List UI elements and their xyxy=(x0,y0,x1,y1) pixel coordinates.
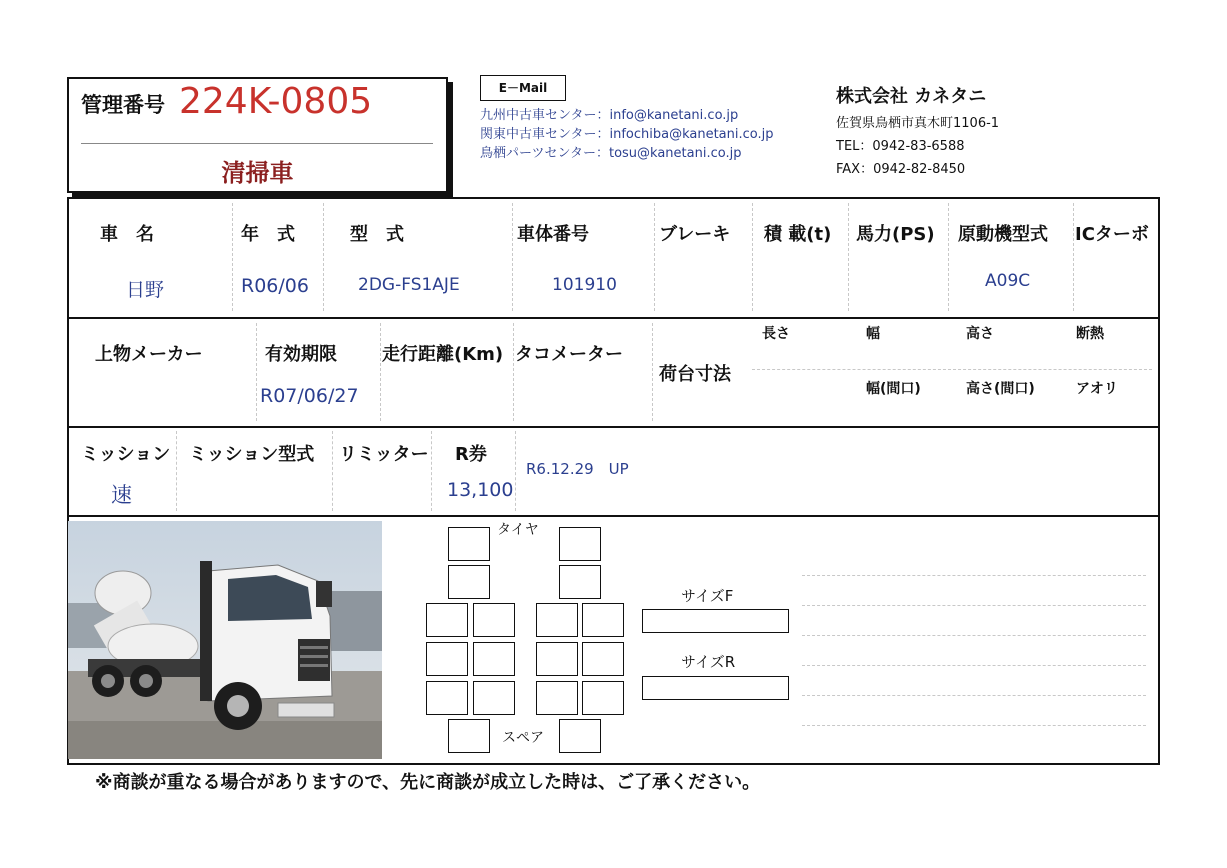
email-center-kyushu: 九州中古車センター： xyxy=(480,108,610,123)
tire-rear-left-inner-3[interactable] xyxy=(473,681,515,715)
col-sep xyxy=(1073,203,1074,311)
value-mission: 速 xyxy=(111,483,132,507)
tire-rear-left-outer-3[interactable] xyxy=(426,681,468,715)
dim-length: 長さ xyxy=(762,326,790,342)
management-box xyxy=(67,77,448,193)
dim-height-opening: 高さ(間口) xyxy=(966,381,1035,397)
size-f-label: サイズF xyxy=(681,587,734,605)
value-model: 2DG-FS1AJE xyxy=(358,275,460,295)
tire-spare-left[interactable] xyxy=(448,719,490,753)
footer-note: ※商談が重なる場合がありますので、先に商談が成立した時は、ご了承ください。 xyxy=(95,772,761,793)
row-divider xyxy=(69,426,1158,428)
col-sep xyxy=(948,203,949,311)
size-r-field[interactable] xyxy=(642,676,789,700)
value-engine-model: A09C xyxy=(985,271,1031,291)
dim-sep xyxy=(752,369,1152,370)
tire-rear-right-inner-3[interactable] xyxy=(536,681,578,715)
header-horsepower: 馬力(PS) xyxy=(856,224,935,245)
management-number-label: 管理番号 xyxy=(81,93,165,117)
col-sep xyxy=(332,431,333,511)
tire-rear-right-outer-2[interactable] xyxy=(582,642,624,676)
email-label: E－Mail xyxy=(480,75,566,101)
dim-height: 高さ xyxy=(966,326,994,342)
value-expiry: R07/06/27 xyxy=(260,385,359,407)
col-sep xyxy=(515,431,516,511)
email-list xyxy=(480,106,774,163)
tire-rear-right-outer-1[interactable] xyxy=(582,603,624,637)
row-divider xyxy=(69,317,1158,319)
size-f-field[interactable] xyxy=(642,609,789,633)
header-engine-model: 原動機型式 xyxy=(958,224,1048,245)
note-line xyxy=(802,575,1146,576)
vehicle-photo-svg xyxy=(68,521,382,759)
tire-rear-left-inner-1[interactable] xyxy=(473,603,515,637)
management-number: 224K-0805 xyxy=(179,81,373,122)
header-model: 型 式 xyxy=(350,224,404,245)
header-mission: ミッション xyxy=(81,444,171,465)
value-chassis-number: 101910 xyxy=(552,275,617,295)
header-brake: ブレーキ xyxy=(659,224,731,245)
tire-rear-right-outer-3[interactable] xyxy=(582,681,624,715)
col-sep xyxy=(513,323,514,421)
email-center-tosu: 鳥栖パーツセンター： xyxy=(480,146,609,161)
tire-rear-left-outer-1[interactable] xyxy=(426,603,468,637)
note-line xyxy=(802,605,1146,606)
tire-rear-left-inner-2[interactable] xyxy=(473,642,515,676)
vehicle-type: 清掃車 xyxy=(221,159,294,187)
header-limiter: リミッター xyxy=(339,444,429,465)
note-line xyxy=(802,665,1146,666)
tire-front-left-2[interactable] xyxy=(448,565,490,599)
dim-insulation: 断熱 xyxy=(1076,326,1104,342)
col-sep xyxy=(323,203,324,311)
col-sep xyxy=(232,203,233,311)
col-sep xyxy=(654,203,655,311)
col-sep xyxy=(380,323,381,421)
header-ic-turbo: ICターボ xyxy=(1075,224,1149,245)
note-line xyxy=(802,695,1146,696)
email-address-kanto[interactable]: infochiba@kanetani.co.jp xyxy=(609,127,774,142)
col-sep xyxy=(752,203,753,311)
col-sep xyxy=(652,323,653,421)
header-mission-type: ミッション型式 xyxy=(189,444,315,465)
tire-front-left[interactable] xyxy=(448,527,490,561)
tire-front-right-2[interactable] xyxy=(559,565,601,599)
col-sep xyxy=(431,431,432,511)
header-load: 積 載(t) xyxy=(764,224,832,245)
spare-label: スペア xyxy=(502,730,544,746)
note-line xyxy=(802,725,1146,726)
value-vehicle-name: 日野 xyxy=(126,279,165,301)
size-r-label: サイズR xyxy=(681,653,736,671)
row-divider xyxy=(69,515,1158,517)
header-expiry: 有効期限 xyxy=(265,344,337,365)
tire-rear-left-outer-2[interactable] xyxy=(426,642,468,676)
company-info xyxy=(836,112,999,181)
dim-width-opening: 幅(間口) xyxy=(866,381,921,397)
id-box-divider xyxy=(81,143,433,144)
col-sep xyxy=(512,203,513,311)
company-fax: FAX：0942-82-8450 xyxy=(836,162,966,177)
tire-front-right[interactable] xyxy=(559,527,601,561)
tire-label: タイヤ xyxy=(497,522,539,538)
header-tachometer: タコメーター xyxy=(515,344,623,365)
email-row xyxy=(480,106,774,125)
note-line xyxy=(802,635,1146,636)
header-r-ticket: R券 xyxy=(455,444,487,465)
header-cargo-dimensions: 荷台寸法 xyxy=(659,364,731,385)
header-body-maker: 上物メーカー xyxy=(95,344,203,365)
company-tel: TEL：0942-83-6588 xyxy=(836,139,965,154)
header-mileage: 走行距離(Km) xyxy=(382,344,504,365)
email-row xyxy=(480,125,774,144)
dim-aori: アオリ xyxy=(1076,381,1118,397)
col-sep xyxy=(848,203,849,311)
col-sep xyxy=(256,323,257,421)
tire-spare-right[interactable] xyxy=(559,719,601,753)
email-address-kyushu[interactable]: info@kanetani.co.jp xyxy=(609,108,739,123)
email-address-tosu[interactable]: tosu@kanetani.co.jp xyxy=(608,146,742,161)
vehicle-photo xyxy=(68,521,382,759)
header-year: 年 式 xyxy=(241,224,295,245)
dim-width: 幅 xyxy=(866,326,880,342)
email-center-kanto: 関東中古車センター： xyxy=(480,127,610,142)
value-r-note: R6.12.29 UP xyxy=(526,460,629,478)
tire-rear-right-inner-1[interactable] xyxy=(536,603,578,637)
email-row xyxy=(480,144,774,163)
header-vehicle-name: 車 名 xyxy=(100,224,154,245)
company-address: 佐賀県鳥栖市真木町1106-1 xyxy=(836,116,1000,131)
value-r-ticket: 13,100 xyxy=(447,479,514,501)
header-chassis-number: 車体番号 xyxy=(517,224,589,245)
value-year: R06/06 xyxy=(241,275,309,297)
col-sep xyxy=(176,431,177,511)
company-name: 株式会社 カネタニ xyxy=(836,86,987,107)
tire-rear-right-inner-2[interactable] xyxy=(536,642,578,676)
